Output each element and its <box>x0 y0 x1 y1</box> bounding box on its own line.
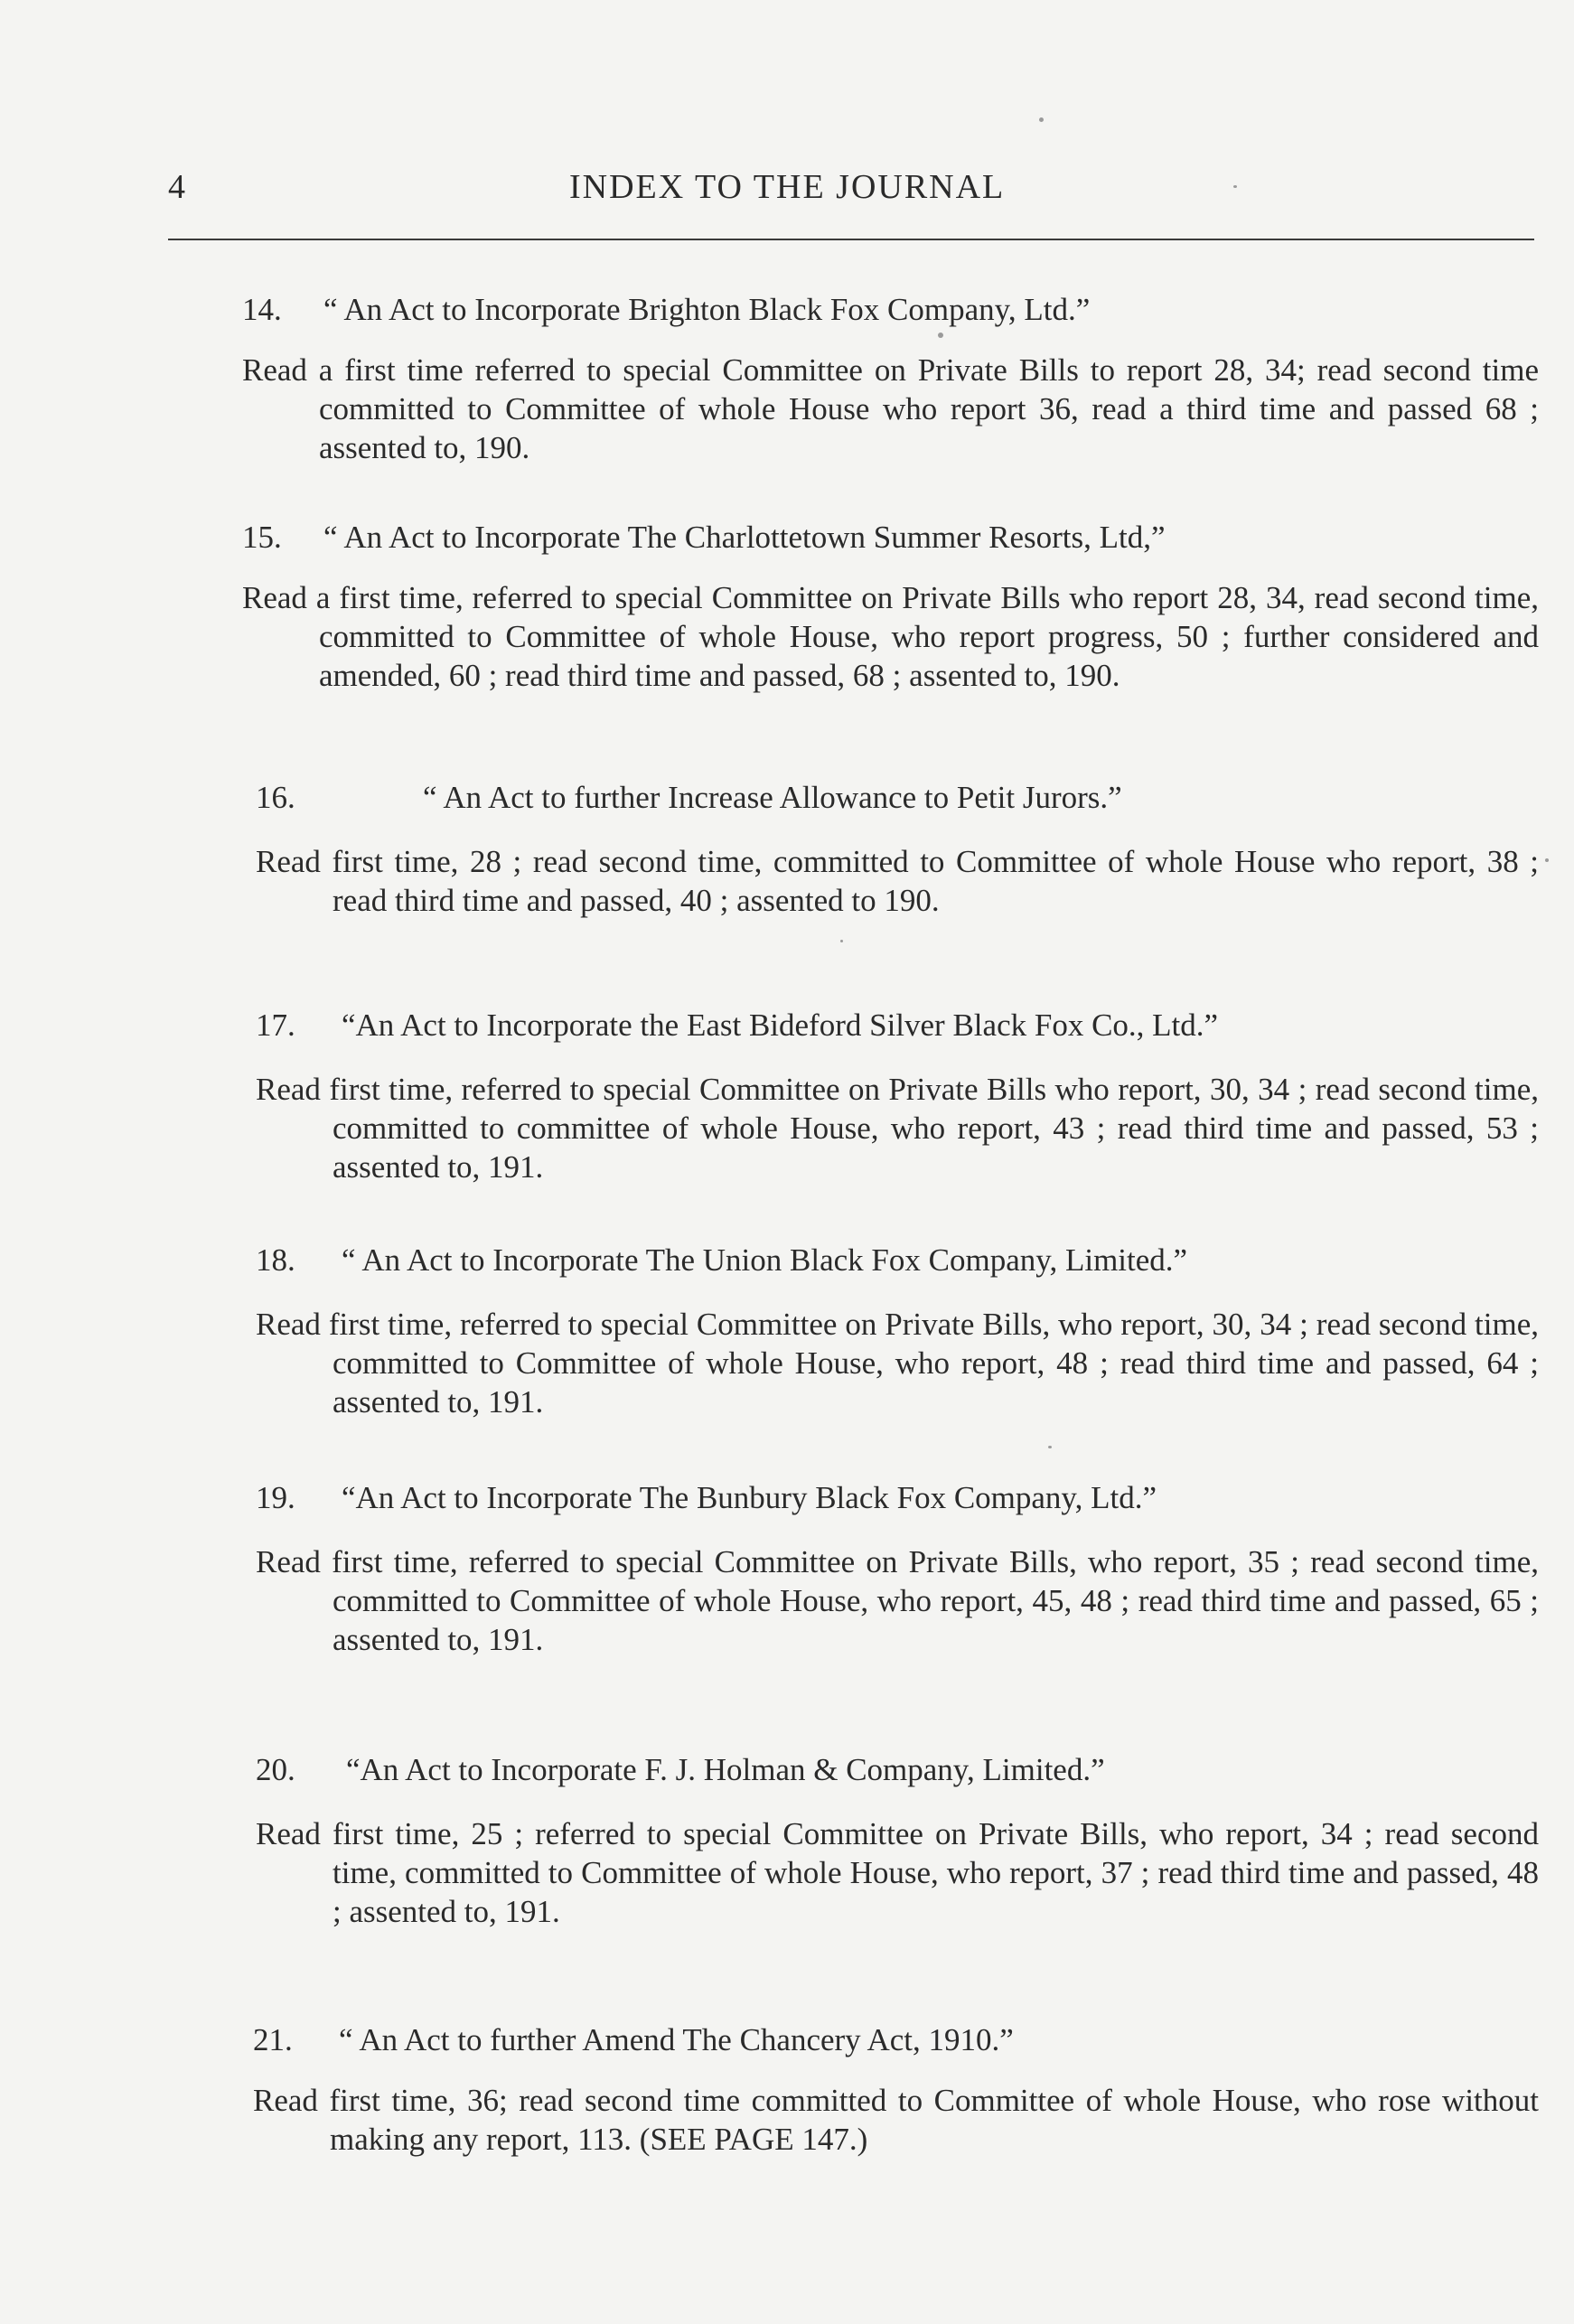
entry-number: 21. <box>253 2022 293 2057</box>
scan-speck <box>1233 185 1237 188</box>
scan-speck <box>840 940 843 942</box>
entry-title: “An Act to Incorporate F. J. Holman & Company, Limited.” <box>346 1752 1105 1787</box>
entry-body: Read first time, referred to special Committee on Private Bills, who report, 30, 34 ; read second time, committed to Committee of whole House, who report, 48 ; read third time and passed, 64 ; assented to, 191. <box>256 1307 1539 1420</box>
page-number: 4 <box>168 168 185 206</box>
entry-title: “ An Act to Incorporate The Union Black Fox Company, Limited.” <box>342 1242 1188 1278</box>
scan-speck <box>1545 858 1549 862</box>
entry-number: 16. <box>256 780 295 815</box>
entry-title: “An Act to Incorporate the East Bideford Silver Black Fox Co., Ltd.” <box>342 1007 1219 1043</box>
entry-title-line <box>256 1482 1157 1513</box>
entry-title-line <box>242 294 1090 325</box>
entry-title-line <box>256 1009 1218 1041</box>
entry-title-line <box>256 1244 1187 1276</box>
scan-speck <box>1039 117 1044 122</box>
entry-title: “ An Act to Incorporate Brighton Black Fox Company, Ltd.” <box>323 292 1091 327</box>
entry-body: Read a first time, referred to special Committee on Private Bills who report 28, 34, read second time, committed to Committee of whole House, who report progress, 50 ; further considered and amended, 60 ; read third time and passed, 68 ; assented to, 190. <box>242 580 1539 693</box>
entry-title: “ An Act to further Increase Allowance to Petit Jurors.” <box>423 780 1122 815</box>
scan-speck <box>938 333 943 338</box>
entry-title-line <box>256 1754 1105 1785</box>
entry-title: “ An Act to Incorporate The Charlottetown Summer Resorts, Ltd,” <box>323 520 1166 555</box>
entry-body: Read first time, referred to special Committee on Private Bills, who report, 35 ; read second time, committed to Committee of whole House, who report, 45, 48 ; read third time and passed, 65 ; assented to, 191. <box>256 1544 1539 1657</box>
entry-title-line <box>256 782 1122 813</box>
entry-number: 15. <box>242 520 282 555</box>
entry-number: 17. <box>256 1007 295 1043</box>
header-divider <box>168 239 1534 240</box>
page-title: INDEX TO THE JOURNAL <box>569 168 1006 206</box>
entry-body: Read first time, 36; read second time committed to Committee of whole House, who rose without making any report, 113. (SEE PAGE 147.) <box>253 2083 1539 2157</box>
entry-body: Read a first time referred to special Committee on Private Bills to report 28, 34; read second time committed to Committee of whole House who report 36, read a third time and passed 68 ; assented to, 190. <box>242 352 1539 465</box>
entry-body: Read first time, referred to special Committee on Private Bills who report, 30, 34 ; read second time, committed to committee of whole House, who report, 43 ; read third time and passed, 53 ; assented to, 191. <box>256 1072 1539 1185</box>
entry-body: Read first time, 28 ; read second time, committed to Committee of whole House who report, 38 ; read third time and passed, 40 ; assented to 190. <box>256 844 1539 918</box>
entry-title-line <box>242 521 1166 553</box>
entry-number: 18. <box>256 1242 295 1278</box>
entry-title: “An Act to Incorporate The Bunbury Black Fox Company, Ltd.” <box>342 1480 1157 1515</box>
entry-number: 14. <box>242 292 282 327</box>
entry-title: “ An Act to further Amend The Chancery Act, 1910.” <box>339 2022 1014 2057</box>
entry-body: Read first time, 25 ; referred to special Committee on Private Bills, who report, 34 ; read second time, committed to Committee of whole House, who report, 37 ; read third time and passed, 48 ; assented to, 191. <box>256 1816 1539 1929</box>
entry-title-line <box>253 2024 1014 2056</box>
entry-number: 20. <box>256 1752 295 1787</box>
scan-speck <box>1048 1446 1052 1448</box>
entry-number: 19. <box>256 1480 295 1515</box>
